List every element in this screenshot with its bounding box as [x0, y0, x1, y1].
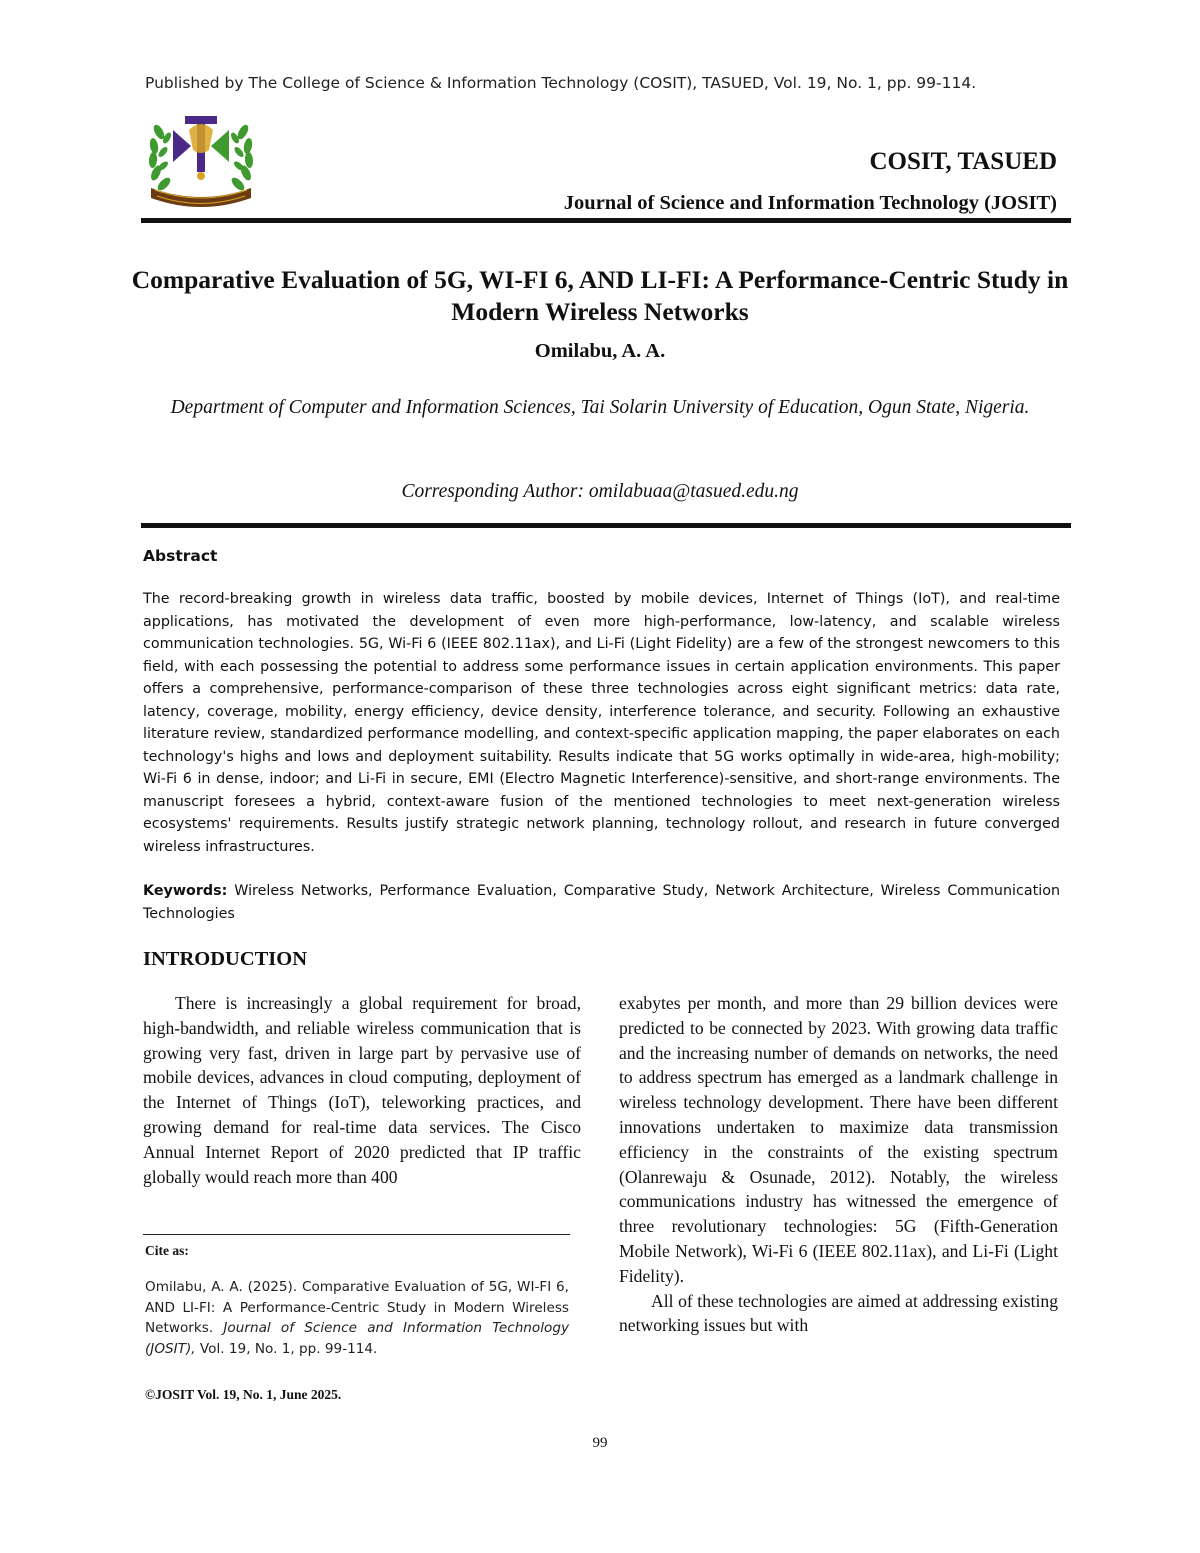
intro-paragraph-1-continued: exabytes per month, and more than 29 billion devices were predicted to be connected by 2023. With growing data traffic and the increasing number of demands on networks, the need to address spectrum has emerged as a landmark challenge in wireless technology development. There have been different innovations undertaken to maximize data transmission efficiency in the constraints of the existing spectrum (Olanrewaju & Osunade, 2012). Notably, the wireless communications industry has witnessed the emergence of three revolutionary technologies: 5G (Fifth-Generation Mobile Network), Wi-Fi 6 (IEEE 802.11ax), and Li-Fi (Light Fidelity). — [619, 993, 1058, 1286]
journal-full-name: Journal of Science and Information Technology (JOSIT) — [563, 192, 1057, 214]
citation-volume: Vol. 19, No. 1, pp. 99-114. — [195, 1340, 378, 1357]
left-column — [143, 991, 581, 1189]
keywords-line — [143, 880, 1060, 925]
journal-short-name: COSIT, TASUED — [869, 148, 1057, 175]
laurel-right-icon — [229, 123, 253, 192]
header-rule — [141, 218, 1071, 223]
footnote-rule — [143, 1234, 570, 1235]
keywords-label: Keywords: — [143, 883, 228, 899]
author-affiliation: Department of Computer and Information Sciences, Tai Solarin University of Education, Ogun State, Nigeria. — [170, 397, 1030, 418]
intro-paragraph-1: There is increasingly a global requirement for broad, high-bandwidth, and reliable wireless communication that is growing very fast, driven in large part by pervasive use of mobile devices, advances in cloud computing, deployment of the Internet of Things (IoT), teleworking practices, and growing demand for real-time data services. The Cisco Annual Internet Report of 2020 predicted that IP traffic globally would reach more than 400 — [143, 993, 581, 1187]
paper-title: Comparative Evaluation of 5G, WI-FI 6, AND LI-FI: A Performance-Centric Study in Modern Wireless Networks — [131, 265, 1069, 326]
abstract-heading: Abstract — [143, 547, 218, 565]
introduction-heading: INTRODUCTION — [143, 948, 308, 970]
copyright-notice: ©JOSIT Vol. 19, No. 1, June 2025. — [145, 1387, 342, 1402]
cite-as-heading: Cite as: — [145, 1243, 189, 1258]
keywords-list: Wireless Networks, Performance Evaluation, Comparative Study, Network Architecture, Wireless Communication Technologies — [143, 883, 1061, 922]
abstract-body: The record-breaking growth in wireless data traffic, boosted by mobile devices, Internet of Things (IoT), and real-time applications, has motivated the development of even more high-performance, low-latency, and scalable wireless communication technologies. 5G, Wi-Fi 6 (IEEE 802.11ax), and Li-Fi (Light Fidelity) are a few of the strongest newcomers to this field, with each possessing the potential to address some performance issues in certain application environments. This paper offers a comprehensive, performance-comparison of these three technologies across eight significant metrics: data rate, latency, coverage, mobility, energy efficiency, device density, interference tolerance, and security. Following an exhaustive literature review, standardized performance modelling, and context-specific application mapping, the paper elaborates on each technology's highs and lows and deployment suitability. Results indicate that 5G works optimally in wide-area, high-mobility; Wi-Fi 6 in dense, indoor; and Li-Fi in secure, EMI (Electro Magnetic Interference)-sensitive, and short-range environments. The manuscript foresees a hybrid, context-aware fusion of the mentioned technologies to meet next-generation wireless ecosystems' requirements. Results justify strategic network planning, technology rollout, and research in future converged wireless infrastructures. — [143, 591, 1060, 855]
intro-paragraph-2: All of these technologies are aimed at addressing existing networking issues but with — [619, 1290, 1058, 1336]
laurel-left-icon — [148, 123, 172, 192]
university-logo — [145, 110, 257, 218]
citation-text — [145, 1277, 569, 1359]
title-block-rule — [141, 523, 1071, 528]
citation-journal: Journal of Science and Information Technology (JOSIT), — [145, 1320, 570, 1357]
citation-authors-title: Omilabu, A. A. (2025). Comparative Evaluation of 5G, WI-FI 6, AND LI-FI: A Performance-Centric Study in Modern Wireless Networks. — [145, 1279, 569, 1336]
published-by-line: Published by The College of Science & Information Technology (COSIT), TASUED, Vol. 19, No. 1, pp. 99-114. — [145, 74, 977, 92]
author-name: Omilabu, A. A. — [534, 340, 666, 362]
corresponding-author: Corresponding Author: omilabuaa@tasued.edu.ng — [401, 481, 799, 502]
right-column — [619, 991, 1058, 1338]
page-number: 99 — [592, 1435, 608, 1451]
